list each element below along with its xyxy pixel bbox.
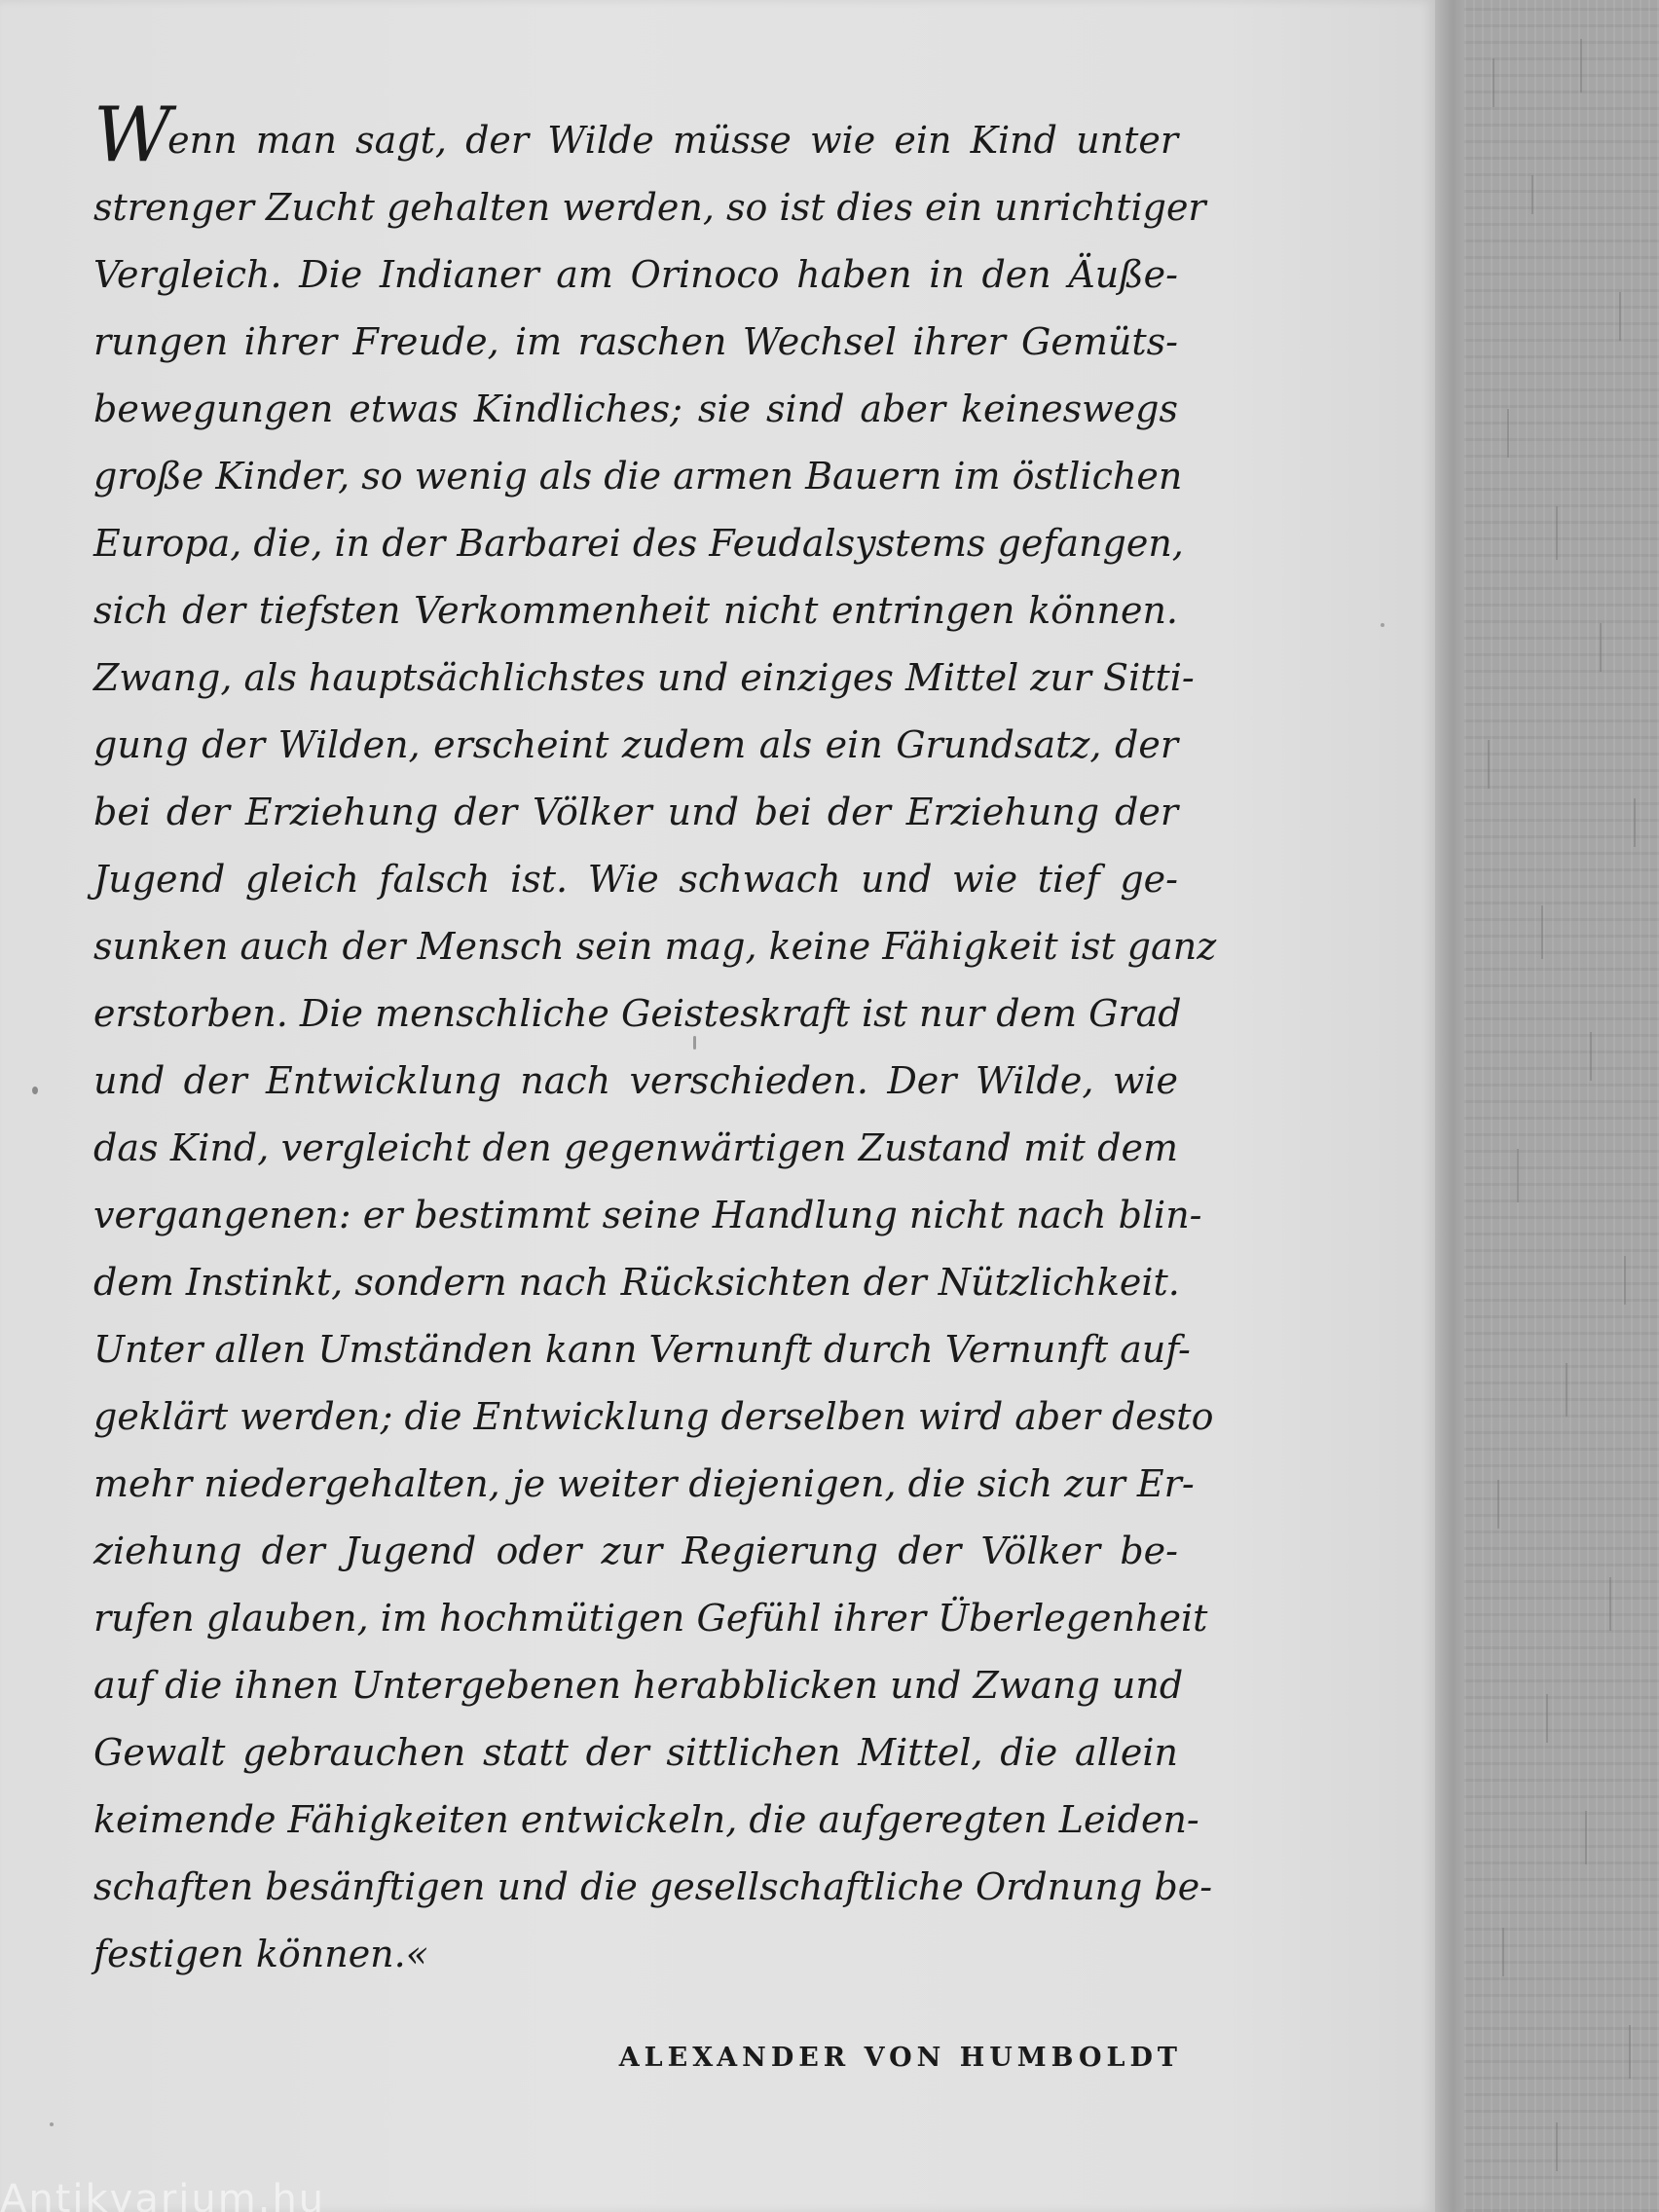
text-line: mehr niedergehalten, je weiter diejenigen, die sich zur Er- <box>93 1462 1195 1505</box>
text-line: Europa, die, in der Barbarei des Feudalsystems gefangen, <box>93 522 1184 565</box>
text-line: Zwang, als hauptsächlichstes und einziges Mittel zur Sitti- <box>93 656 1195 699</box>
text-line: große Kinder, so wenig als die armen Bauern im östlichen <box>93 455 1183 498</box>
text-line: strenger Zucht gehalten werden, so ist dies ein unrichtiger <box>93 186 1206 229</box>
paper-speck <box>1381 623 1384 627</box>
cover-texture <box>1464 0 1659 2212</box>
text-line: schaften besänftigen und die gesellschaftliche Ordnung be- <box>93 1865 1213 1908</box>
text-line: bewegungen etwas Kindliches; sie sind aber keineswegs <box>93 387 1178 430</box>
text-line: rufen glauben, im hochmütigen Gefühl ihrer Überlegenheit <box>93 1597 1208 1640</box>
text-line: das Kind, vergleicht den gegenwärtigen Zustand mit dem <box>93 1126 1178 1169</box>
quote-paragraph <box>93 92 1217 1988</box>
text-line: keimende Fähigkeiten entwickeln, die aufgeregten Leiden- <box>93 1798 1199 1841</box>
text-line: und der Entwicklung nach verschieden. Der Wilde, wie <box>93 1059 1178 1102</box>
paper-speck <box>50 2122 54 2126</box>
watermark-text: Antikvarium.hu <box>0 2177 326 2212</box>
text-line: geklärt werden; die Entwicklung derselben wird aber desto <box>93 1395 1214 1438</box>
text-line: Unter allen Umständen kann Vernunft durch Vernunft auf- <box>93 1328 1191 1371</box>
text-line: rungen ihrer Freude, im raschen Wechsel ihrer Gemüts- <box>93 320 1178 363</box>
drop-cap: W <box>93 92 168 179</box>
text-line: ziehung der Jugend oder zur Regierung der Völker be- <box>93 1530 1178 1572</box>
paper-speck <box>693 1036 696 1050</box>
text-line-1 <box>93 92 1178 179</box>
text-line: gung der Wilden, erscheint zudem als ein Grundsatz, der <box>93 723 1178 766</box>
text-line: Jugend gleich falsch ist. Wie schwach und wie tief ge- <box>93 858 1178 901</box>
text-line: erstorben. Die menschliche Geisteskraft ist nur dem Grad <box>93 992 1182 1035</box>
text-line: dem Instinkt, sondern nach Rücksichten der Nützlichkeit. <box>93 1261 1180 1304</box>
text-line: sich der tiefsten Verkommenheit nicht entringen können. <box>93 589 1178 632</box>
text-line: auf die ihnen Untergebenen herabblicken und Zwang und <box>93 1664 1184 1707</box>
page-edge-shadow <box>1435 0 1464 2212</box>
text-line-last: festigen können.« <box>93 1933 428 1975</box>
paper-speck <box>32 1087 38 1094</box>
text-line: Vergleich. Die Indianer am Orinoco haben in den Äuße- <box>93 253 1178 296</box>
author-signature: ALEXANDER VON HUMBOLDT <box>618 2043 1182 2073</box>
text-line: sunken auch der Mensch sein mag, keine Fähigkeit ist ganz <box>93 925 1217 968</box>
text-line: vergangenen: er bestimmt seine Handlung nicht nach blin- <box>93 1194 1202 1236</box>
text-line: bei der Erziehung der Völker und bei der Erziehung der <box>93 791 1178 833</box>
text-line: Gewalt gebrauchen statt der sittlichen Mittel, die allein <box>93 1731 1178 1774</box>
first-line-text: enn man sagt, der Wilde müsse wie ein Kind unter <box>167 119 1178 162</box>
